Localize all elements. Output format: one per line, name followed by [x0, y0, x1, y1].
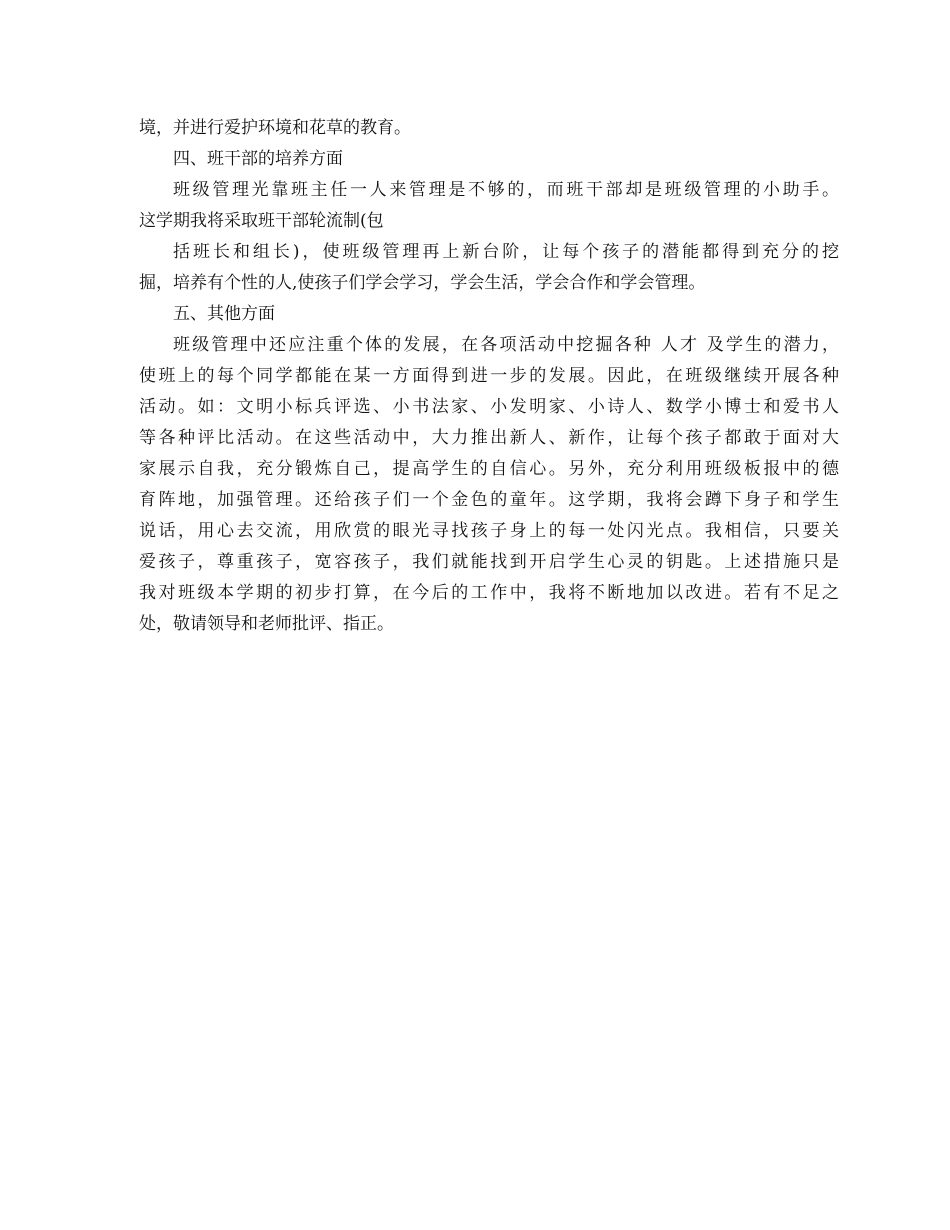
paragraph-line: 使班上的每个同学都能在某一方面得到进一步的发展。因此，在班级继续开展各种 [139, 366, 839, 386]
paragraph-line: 掘，培养有个性的人,使孩子们学会学习，学会生活，学会合作和学会管理。 [139, 273, 706, 293]
document-body [139, 113, 839, 640]
paragraph-line: 境，并进行爱护环境和花草的教育。 [139, 118, 411, 138]
paragraph-line: 这学期我将采取班干部轮流制(包 [139, 211, 384, 231]
paragraph-line: 我对班级本学期的初步打算，在今后的工作中，我将不断地加以改进。若有不足之 [139, 583, 839, 603]
paragraph-line: 育阵地，加强管理。还给孩子们一个金色的童年。这学期，我将会蹲下身子和学生 [139, 490, 839, 510]
paragraph-line: 班级管理中还应注重个体的发展，在各项活动中挖掘各种 人才 及学生的潜力， [173, 335, 839, 355]
paragraph-line: 处，敬请领导和老师批评、指正。 [139, 614, 394, 634]
section-heading: 四、班干部的培养方面 [173, 149, 343, 169]
paragraph-line: 说话，用心去交流，用欣赏的眼光寻找孩子身上的每一处闪光点。我相信，只要关 [139, 521, 839, 541]
paragraph-line: 班级管理光靠班主任一人来管理是不够的，而班干部却是班级管理的小助手。 [173, 180, 839, 200]
paragraph-line: 爱孩子，尊重孩子，宽容孩子，我们就能找到开启学生心灵的钥匙。上述措施只是 [139, 552, 839, 572]
paragraph-line: 等各种评比活动。在这些活动中，大力推出新人、新作，让每个孩子都敢于面对大 [139, 428, 839, 448]
section-heading: 五、其他方面 [173, 304, 275, 324]
paragraph-line: 括班长和组长)，使班级管理再上新台阶，让每个孩子的潜能都得到充分的挖 [173, 242, 839, 262]
paragraph-line: 家展示自我，充分锻炼自己，提高学生的自信心。另外，充分利用班级板报中的德 [139, 459, 839, 479]
paragraph-line: 活动。如：文明小标兵评选、小书法家、小发明家、小诗人、数学小博士和爱书人 [139, 397, 839, 417]
